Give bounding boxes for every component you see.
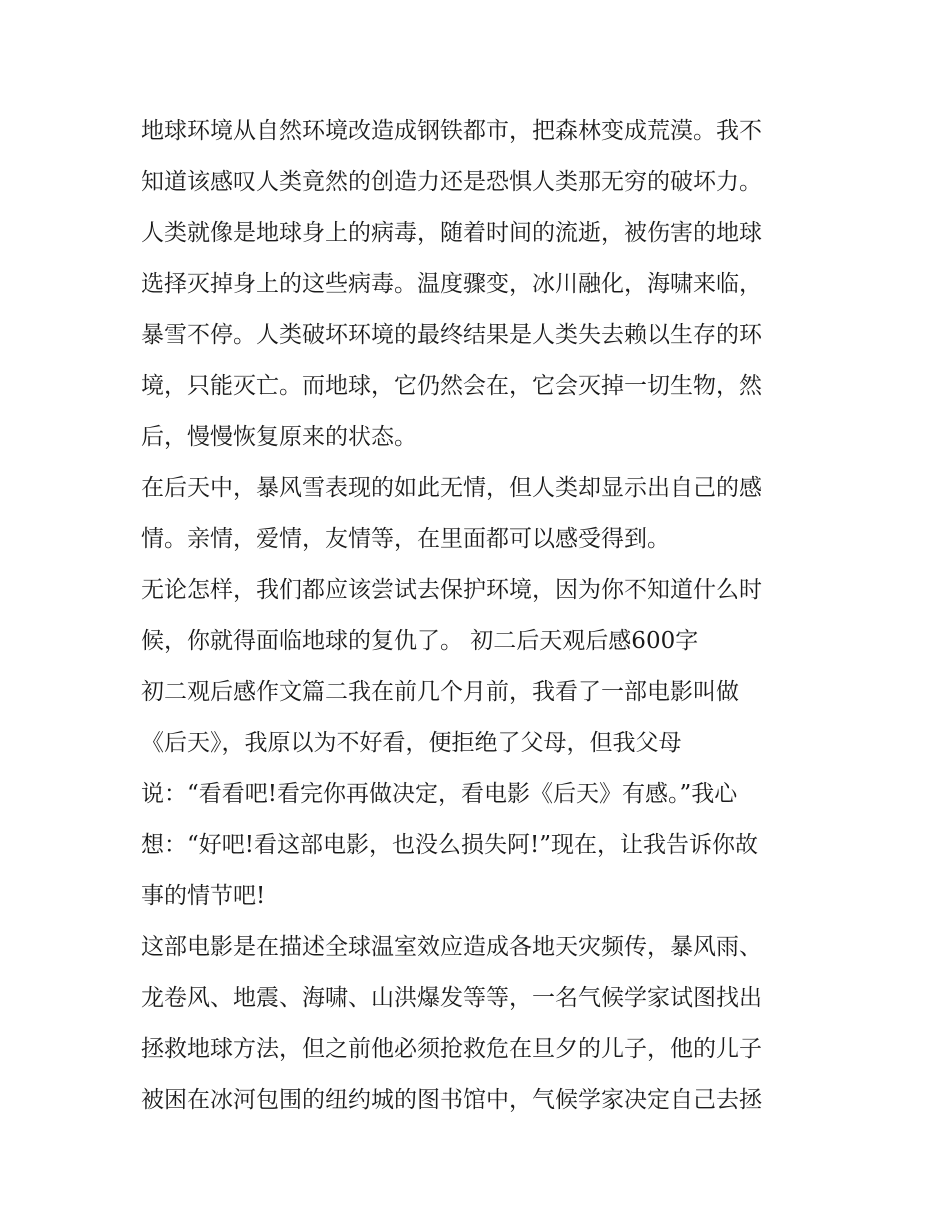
text-line-15: 想：“好吧!看这部电影，也没么损失阿!”现在，让我告诉你故 [141, 832, 759, 858]
text-line-2: 知道该感叹人类竟然的创造力还是恐惧人类那无穷的破坏力。 [141, 169, 762, 195]
text-line-1: 地球环境从自然环境改造成钢铁都市，把森林变成荒漠。我不 [141, 118, 762, 144]
text-line-11: 候，你就得面临地球的复仇了。 初二后天观后感600字 [141, 628, 699, 654]
text-line-6: 境，只能灭亡。而地球，它仍然会在，它会灭掉一切生物，然 [141, 373, 762, 399]
text-line-14: 说：“看看吧!看完你再做决定，看电影《后天》有感。”我心 [141, 781, 738, 807]
text-line-16: 事的情节吧! [141, 883, 266, 909]
text-line-18: 龙卷风、地震、海啸、山洪爆发等等，一名气候学家试图找出 [141, 985, 762, 1011]
text-line-8: 在后天中，暴风雪表现的如此无情，但人类却显示出自己的感 [141, 475, 762, 501]
text-line-7: 后，慢慢恢复原来的状态。 [141, 424, 417, 450]
text-line-9: 情。亲情，爱情，友情等，在里面都可以感受得到。 [141, 526, 670, 552]
text-line-12: 初二观后感作文篇二我在前几个月前，我看了一部电影叫做 [141, 679, 739, 705]
essay-text [141, 106, 821, 1126]
text-line-19: 拯救地球方法，但之前他必须抢救危在旦夕的儿子，他的儿子 [141, 1036, 762, 1062]
text-line-5: 暴雪不停。人类破坏环境的最终结果是人类失去赖以生存的环 [141, 322, 762, 348]
text-line-4: 选择灭掉身上的这些病毒。温度骤变，冰川融化，海啸来临， [141, 271, 762, 297]
text-line-20: 被困在冰河包围的纽约城的图书馆中，气候学家决定自己去拯 [141, 1087, 762, 1113]
text-line-13: 《后天》，我原以为不好看，便拒绝了父母，但我父母 [141, 730, 682, 756]
text-line-10: 无论怎样，我们都应该尝试去保护环境，因为你不知道什么时 [141, 577, 762, 603]
text-line-3: 人类就像是地球身上的病毒，随着时间的流逝，被伤害的地球 [141, 220, 762, 246]
text-line-17: 这部电影是在描述全球温室效应造成各地天灾频传，暴风雨、 [141, 934, 762, 960]
